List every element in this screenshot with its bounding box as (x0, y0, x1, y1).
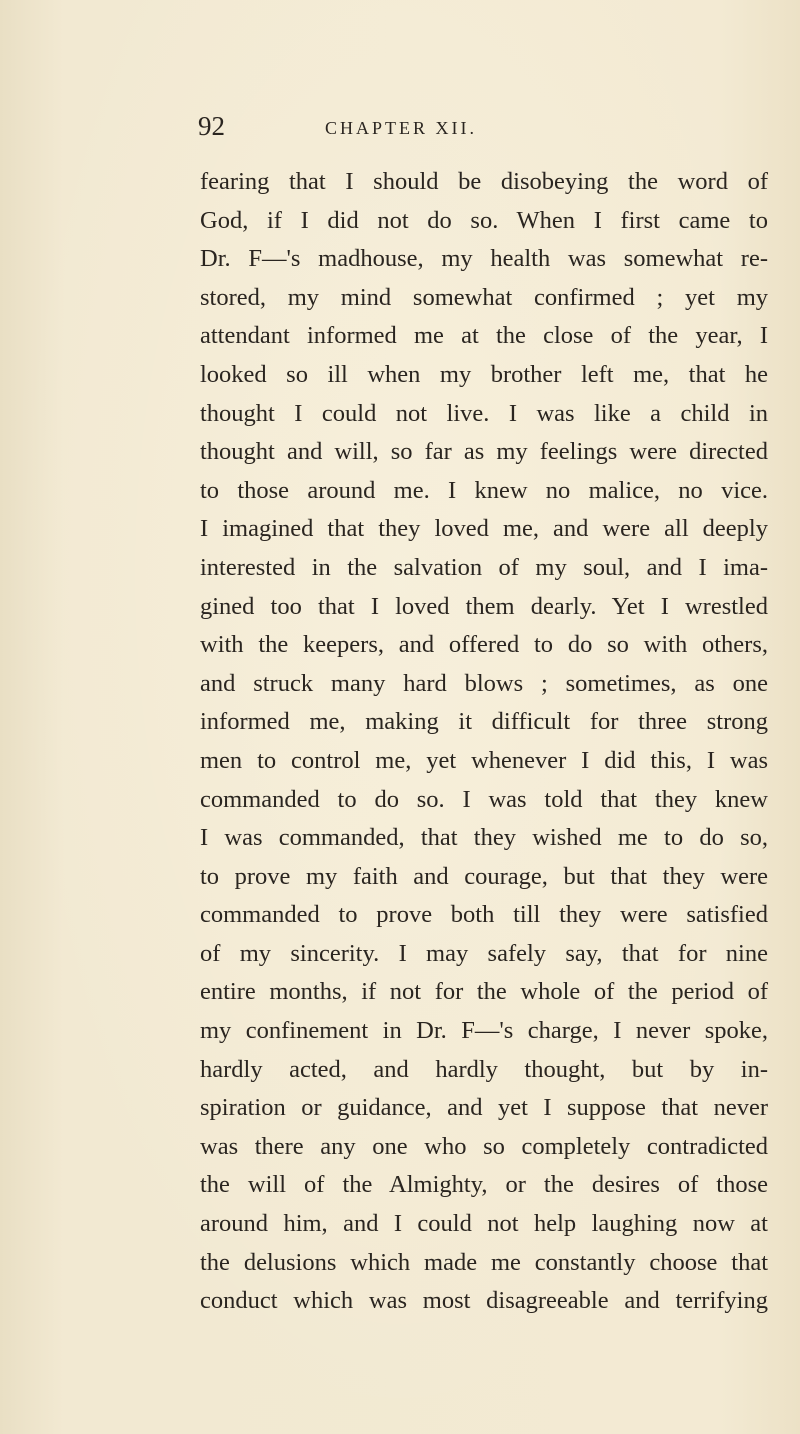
chapter-title: CHAPTER XII. (325, 118, 477, 138)
page-number: 92 (198, 111, 225, 141)
text-line: hardly acted, and hardly thought, but by in- (200, 1055, 768, 1083)
body-text (200, 163, 768, 1321)
text-line: fearing that I should be disobeying the word of (200, 168, 768, 195)
text-line: my confinement in Dr. F—'s charge, I never spoke, (200, 1017, 768, 1045)
text-line: to prove my faith and courage, but that they were (200, 862, 768, 890)
text-line: thought and will, so far as my feelings were directed (200, 438, 768, 466)
text-line: the delusions which made me constantly choose that (200, 1248, 768, 1276)
text-line: spiration or guidance, and yet I suppose that never (200, 1094, 768, 1122)
running-head (198, 106, 758, 146)
text-line: and struck many hard blows ; sometimes, as one (200, 669, 768, 697)
text-line: attendant informed me at the close of the year, I (200, 322, 768, 350)
text-line: I was commanded, that they wished me to do so, (200, 824, 768, 852)
text-line: entire months, if not for the whole of the period of (200, 978, 768, 1006)
text-line: Dr. F—'s madhouse, my health was somewhat re- (200, 245, 768, 273)
text-line: commanded to do so. I was told that they knew (200, 785, 768, 813)
text-line: with the keepers, and offered to do so with others, (200, 631, 768, 659)
text-line: conduct which was most disagreeable and terrifying (200, 1287, 768, 1315)
text-line: gined too that I loved them dearly. Yet I wrestled (200, 592, 768, 620)
text-line: around him, and I could not help laughing now at (200, 1210, 768, 1238)
text-line: commanded to prove both till they were satisfied (200, 901, 768, 929)
text-line: the will of the Almighty, or the desires of those (200, 1171, 768, 1199)
text-line: interested in the salvation of my soul, and I ima- (200, 553, 768, 581)
text-line: thought I could not live. I was like a child in (200, 399, 768, 427)
text-line: informed me, making it difficult for three strong (200, 708, 768, 736)
text-line: was there any one who so completely contradicted (200, 1132, 768, 1160)
text-line: of my sincerity. I may safely say, that for nine (200, 939, 768, 967)
text-line: I imagined that they loved me, and were all deeply (200, 515, 768, 543)
text-line: to those around me. I knew no malice, no vice. (200, 476, 768, 504)
text-line: stored, my mind somewhat confirmed ; yet my (200, 283, 768, 311)
text-line: God, if I did not do so. When I first came to (200, 206, 768, 234)
text-line: looked so ill when my brother left me, that he (200, 360, 768, 388)
text-line: men to control me, yet whenever I did this, I was (200, 746, 768, 774)
